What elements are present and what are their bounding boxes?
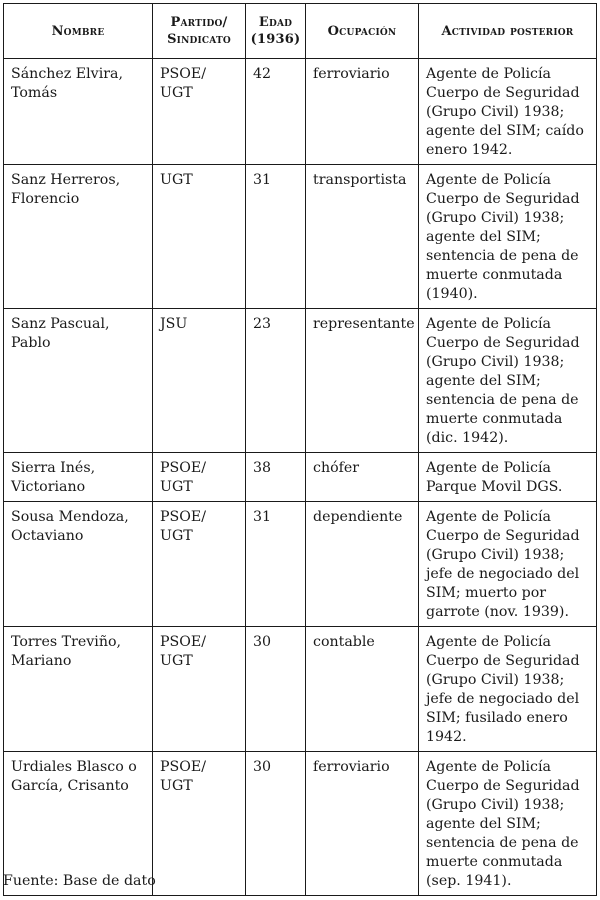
source-note: Fuente: Base de dato	[3, 873, 156, 889]
cell-edad: 23	[246, 309, 306, 453]
cell-actividad: Agente de Policía Cuerpo de Seguridad (Grupo Civil) 1938; jefe de negociado del SIM; muerto por garrote (nov. 1939).	[419, 502, 597, 627]
cell-edad: 30	[246, 627, 306, 752]
cell-ocupacion: ferroviario	[306, 752, 419, 896]
cell-nombre: Sousa Mendoza, Octaviano	[4, 502, 153, 627]
table-row	[4, 502, 597, 627]
cell-edad: 30	[246, 752, 306, 896]
cell-nombre: Sanz Herreros, Florencio	[4, 165, 153, 309]
cell-edad: 42	[246, 59, 306, 165]
table-row	[4, 627, 597, 752]
cell-partido: PSOE/ UGT	[153, 59, 246, 165]
cell-ocupacion: chófer	[306, 453, 419, 502]
cell-edad: 38	[246, 453, 306, 502]
cell-ocupacion: ferroviario	[306, 59, 419, 165]
cell-actividad: Agente de Policía Cuerpo de Seguridad (Grupo Civil) 1938; jefe de negociado del SIM; fusilado enero 1942.	[419, 627, 597, 752]
cell-edad: 31	[246, 165, 306, 309]
cell-ocupacion: representante	[306, 309, 419, 453]
cell-partido: JSU	[153, 309, 246, 453]
cell-partido: PSOE/ UGT	[153, 453, 246, 502]
cell-ocupacion: contable	[306, 627, 419, 752]
header-edad: Edad (1936)	[246, 4, 306, 59]
cell-nombre: Sanz Pascual, Pablo	[4, 309, 153, 453]
cell-partido: PSOE/ UGT	[153, 502, 246, 627]
cell-partido: PSOE/ UGT	[153, 752, 246, 896]
cell-actividad: Agente de Policía Cuerpo de Seguridad (Grupo Civil) 1938; agente del SIM; sentencia de pena de muerte conmutada (1940).	[419, 165, 597, 309]
header-ocupacion: Ocupación	[306, 4, 419, 59]
cell-actividad: Agente de Policía Cuerpo de Seguridad (Grupo Civil) 1938; agente del SIM; caído enero 1942.	[419, 59, 597, 165]
cell-ocupacion: transportista	[306, 165, 419, 309]
cell-partido: PSOE/ UGT	[153, 627, 246, 752]
cell-nombre: Sierra Inés, Victoriano	[4, 453, 153, 502]
table-row	[4, 165, 597, 309]
cell-ocupacion: dependiente	[306, 502, 419, 627]
table-row	[4, 309, 597, 453]
header-actividad: Actividad posterior	[419, 4, 597, 59]
cell-edad: 31	[246, 502, 306, 627]
cell-actividad: Agente de Policía Parque Movil DGS.	[419, 453, 597, 502]
cell-partido: UGT	[153, 165, 246, 309]
cell-actividad: Agente de Policía Cuerpo de Seguridad (Grupo Civil) 1938; agente del SIM; sentencia de pena de muerte conmutada (sep. 1941).	[419, 752, 597, 896]
table-row	[4, 59, 597, 165]
data-table	[3, 3, 597, 896]
cell-actividad: Agente de Policía Cuerpo de Seguridad (Grupo Civil) 1938; agente del SIM; sentencia de pena de muerte conmutada (dic. 1942).	[419, 309, 597, 453]
table-row	[4, 453, 597, 502]
cell-nombre: Torres Treviño, Mariano	[4, 627, 153, 752]
cell-nombre: Sánchez Elvira, Tomás	[4, 59, 153, 165]
header-row	[4, 4, 597, 59]
cell-nombre: Urdiales Blasco o García, Crisanto	[4, 752, 153, 896]
header-partido: Partido/ Sindicato	[153, 4, 246, 59]
header-nombre: Nombre	[4, 4, 153, 59]
